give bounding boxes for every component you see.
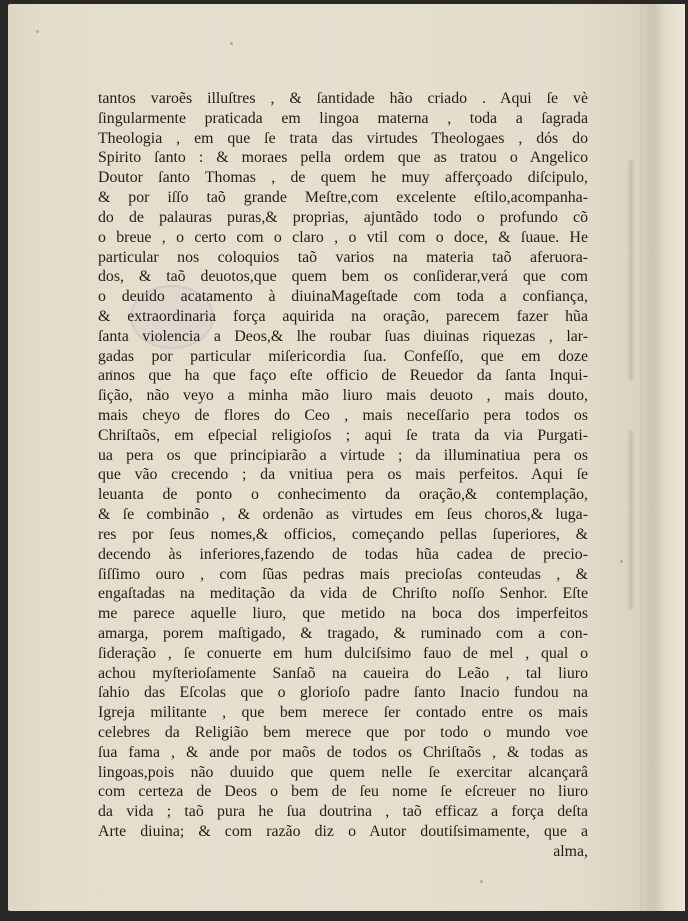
text-line-content: Theologia , em que ſe trata das virtudes Theologaes , dós do (98, 129, 588, 147)
text-line-content: com certeza de Deos o bem de ſeu nome ſe eſcreuer no liuro (98, 783, 588, 801)
text-line (98, 426, 588, 446)
text-line-content: Chriſtaõs, em eſpecial religioſos ; aqui ſe trata da via Purgati- (98, 426, 588, 444)
text-line (98, 89, 588, 109)
text-line (98, 683, 588, 703)
text-line-content: & por iſſo taõ grande Meſtre,com excelente eſtilo,acompanha- (98, 189, 588, 207)
text-line (98, 743, 588, 763)
text-line (98, 188, 588, 208)
text-line-content: lingoas,pois não duuido que quem nelle ſe exercitar alcançarâ (98, 763, 588, 781)
text-line (98, 485, 588, 505)
text-line-content: tantos varoẽs illuſtres , & ſantidade hão criado . Aqui ſe vè (98, 90, 588, 107)
text-line (98, 802, 588, 822)
text-line (98, 327, 588, 347)
text-line (98, 129, 588, 149)
text-line (98, 148, 588, 168)
text-line (98, 446, 588, 466)
text-line-content: ſahio das Eſcolas que o glorioſo padre ſanto Inacio fundou na (98, 684, 588, 702)
foxing-spot (620, 560, 623, 563)
text-line (98, 505, 588, 525)
text-line (98, 604, 588, 624)
text-line (98, 664, 588, 684)
text-line-content: ſição, não veyo a minha mão liuro mais deuoto , mais douto, (98, 387, 588, 405)
text-line (98, 624, 588, 644)
text-line-content: ſiſſimo ouro , com ſũas pedras mais precioſas conteudas , & (98, 565, 588, 583)
text-line-content: o breue , o certo com o claro , o vtil com o doce, & ſuaue. He (98, 228, 588, 246)
text-line-content: da vida ; taõ pura he ſua doutrina , taõ efficaz a força deſta (98, 803, 588, 821)
text-line-content: ſua fama , & ande por maõs de todos os Chriſtaõs , & todas as (98, 743, 588, 761)
text-line (98, 763, 588, 783)
text-line (98, 168, 588, 188)
text-line-content: que vão crecendo ; da vnitiua pera os mais perfeitos. Aqui ſe (98, 466, 588, 484)
text-line-content: ſideração , ſe conuerte em hum dulciſsimo fauo de mel , qual o (98, 644, 588, 662)
text-line (98, 208, 588, 228)
text-line (98, 366, 588, 386)
text-line-content: me parece aquelle liuro, que metido na boca dos imperfeitos (98, 605, 588, 623)
text-line-content: engaſtadas na meditação da vida de Chriſto noſſo Senhor. Eſte (98, 585, 588, 603)
text-line-content: dos, & taõ deuotos,que quem bem os conſiderar,verá que com (98, 268, 588, 286)
catchword: alma, (553, 842, 588, 860)
text-line (98, 644, 588, 664)
text-line (98, 584, 588, 604)
text-line (98, 347, 588, 367)
text-line-content: celebres da Religião bem merece que por todo o mundo voe (98, 724, 588, 741)
text-line (98, 723, 588, 743)
text-line (98, 465, 588, 485)
text-line-content: ſanta violencia a Deos,& lhe roubar ſuas diuinas riquezas , lar- (98, 327, 588, 345)
text-line-content: & extraordinaria força aquirida na oração, parecem fazer hũa (98, 307, 588, 325)
text-line-content: Igreja militante , que bem merece ſer contado entre os mais (98, 704, 588, 722)
text-line-content: & ſe combinão , & ordenão as virtudes em ſeus choros,& luga- (98, 506, 588, 524)
text-line-content: annos que ha que faço eſte officio de Reuedor da ſanta Inqui- (98, 367, 588, 385)
text-line-content: amarga, porem maſtigado, & tragado, & ruminado com a con- (98, 624, 588, 642)
text-line (98, 386, 588, 406)
text-line-content: particular nos coloquios taõ varios na materia taõ aferuora- (98, 248, 588, 266)
text-line (98, 287, 588, 307)
paper-crease (627, 430, 635, 610)
text-line (98, 109, 588, 129)
text-line-content: leuanta de ponto o conhecimento da oração,& contemplação, (98, 486, 588, 504)
text-line-content: ua pera os que principiarão a virtude ; da illuminatiua pera os (98, 446, 588, 464)
page-fold-edge (640, 4, 685, 911)
text-line (98, 307, 588, 327)
text-line-content: ſingularmente praticada em lingoa materna , toda a ſagrada (98, 109, 588, 127)
text-line-content: decendo às inferiores,fazendo de todas hũa cadea de precio- (98, 545, 588, 563)
text-line-content: do de palauras puras,& proprias, ajuntãdo todo o profundo cõ (98, 208, 588, 226)
text-line (98, 228, 588, 248)
text-line-content: achou myſterioſamente Sanſaõ na caueira do Leão , tal liuro (98, 664, 588, 682)
foxing-spot (230, 42, 233, 45)
text-line-content: Arte diuina; & com razão diz o Autor doutiſsimamente, que a (98, 823, 588, 841)
text-line (98, 545, 588, 565)
foxing-spot (480, 880, 483, 883)
text-line-content: Doutor ſanto Thomas , de quem he muy afferçoado diſcipulo, (98, 169, 588, 187)
text-line (98, 267, 588, 287)
text-line (98, 248, 588, 268)
text-line-content: res por ſeus nomes,& officios, começando pellas ſuperiores, & (98, 525, 588, 543)
text-line (98, 782, 588, 802)
text-line (98, 565, 588, 585)
foxing-spot (36, 30, 39, 33)
text-line (98, 703, 588, 723)
text-line-content: gadas por particular miſericordia ſua. Confeſſo, que em doze (98, 347, 588, 365)
text-line (98, 406, 588, 426)
paper-crease (627, 160, 635, 380)
text-line-content: Spirito ſanto : & moraes pella ordem que as tratou o Angelico (98, 149, 588, 167)
text-line (98, 822, 588, 842)
text-line-content: mais cheyo de flores do Ceo , mais neceſſario pera todos os (98, 407, 588, 424)
text-line-content: o deuido acatamento à diuinaMageſtade com toda a confiança, (98, 288, 588, 306)
text-line (98, 525, 588, 545)
page-text-block (98, 89, 588, 862)
